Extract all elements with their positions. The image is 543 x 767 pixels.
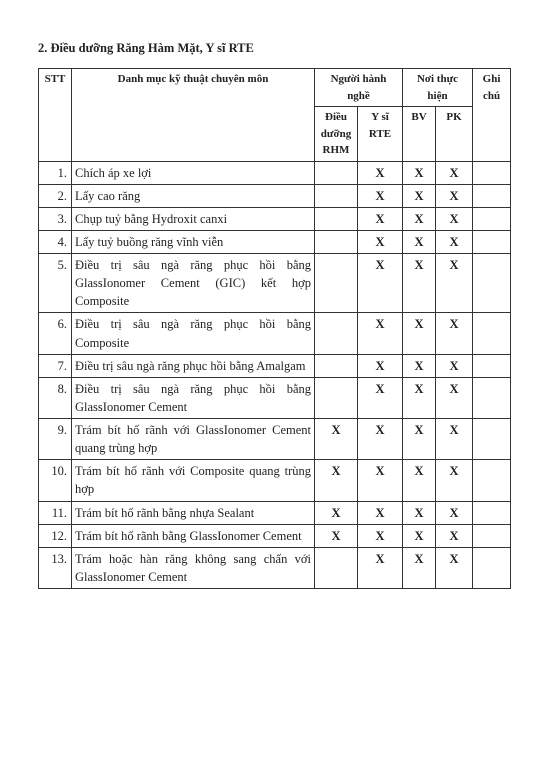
row-number: 4. (39, 230, 72, 253)
table-row (39, 230, 511, 253)
technique-name: Trám bít hố rãnh bằng GlassIonomer Cement (72, 524, 315, 547)
row-number: 8. (39, 377, 72, 418)
header-y-si-rte: Y sĩ RTE (358, 107, 403, 162)
header-ghi-chu: Ghi chú (473, 69, 511, 162)
technique-name: Điều trị sâu ngà răng phục hồi bằng GlassIonomer Cement (72, 377, 315, 418)
technique-name: Điều trị sâu ngà răng phục hồi bằng Amalgam (72, 354, 315, 377)
row-number: 2. (39, 184, 72, 207)
table-row (39, 184, 511, 207)
y-si-rte-cell: X (358, 524, 403, 547)
bv-cell: X (403, 254, 436, 313)
note-cell (473, 313, 511, 354)
dieu-duong-rhm-cell (315, 313, 358, 354)
note-cell (473, 419, 511, 460)
bv-cell: X (403, 524, 436, 547)
bv-cell: X (403, 161, 436, 184)
y-si-rte-cell: X (358, 547, 403, 588)
dieu-duong-rhm-cell: X (315, 460, 358, 501)
note-cell (473, 161, 511, 184)
bv-cell: X (403, 501, 436, 524)
bv-cell: X (403, 354, 436, 377)
y-si-rte-cell: X (358, 460, 403, 501)
note-cell (473, 547, 511, 588)
pk-cell: X (436, 184, 473, 207)
table-row (39, 313, 511, 354)
technique-name: Trám bít hố rãnh với Composite quang trùng hợp (72, 460, 315, 501)
dieu-duong-rhm-cell (315, 161, 358, 184)
y-si-rte-cell: X (358, 184, 403, 207)
bv-cell: X (403, 184, 436, 207)
row-number: 6. (39, 313, 72, 354)
dieu-duong-rhm-cell (315, 547, 358, 588)
row-number: 1. (39, 161, 72, 184)
table-row (39, 161, 511, 184)
dieu-duong-rhm-cell (315, 230, 358, 253)
y-si-rte-cell: X (358, 501, 403, 524)
y-si-rte-cell: X (358, 207, 403, 230)
section-title: 2. Điều dưỡng Răng Hàm Mặt, Y sĩ RTE (38, 41, 254, 55)
table-row (39, 207, 511, 230)
table-row (39, 254, 511, 313)
technique-name: Trám bít hố rãnh bằng nhựa Sealant (72, 501, 315, 524)
bv-cell: X (403, 230, 436, 253)
dieu-duong-rhm-cell (315, 254, 358, 313)
header-dieu-duong-rhm: Điều dưỡng RHM (315, 107, 358, 162)
dieu-duong-rhm-cell: X (315, 419, 358, 460)
row-number: 11. (39, 501, 72, 524)
table-row (39, 419, 511, 460)
dieu-duong-rhm-cell (315, 377, 358, 418)
header-pk: PK (436, 107, 473, 162)
table-row (39, 524, 511, 547)
y-si-rte-cell: X (358, 377, 403, 418)
pk-cell: X (436, 377, 473, 418)
bv-cell: X (403, 547, 436, 588)
note-cell (473, 207, 511, 230)
note-cell (473, 354, 511, 377)
pk-cell: X (436, 524, 473, 547)
note-cell (473, 184, 511, 207)
table-row (39, 501, 511, 524)
row-number: 13. (39, 547, 72, 588)
pk-cell: X (436, 419, 473, 460)
pk-cell: X (436, 501, 473, 524)
technique-table (38, 68, 511, 589)
bv-cell: X (403, 377, 436, 418)
dieu-duong-rhm-cell: X (315, 524, 358, 547)
pk-cell: X (436, 313, 473, 354)
note-cell (473, 254, 511, 313)
note-cell (473, 230, 511, 253)
bv-cell: X (403, 460, 436, 501)
table-body (39, 161, 511, 589)
technique-name: Điều trị sâu ngà răng phục hồi bằng GlassIonomer Cement (GIC) kết hợp Composite (72, 254, 315, 313)
pk-cell: X (436, 207, 473, 230)
header-bv: BV (403, 107, 436, 162)
y-si-rte-cell: X (358, 354, 403, 377)
y-si-rte-cell: X (358, 230, 403, 253)
header-noi-thuc-hien: Nơi thực hiện (403, 69, 473, 107)
pk-cell: X (436, 254, 473, 313)
dieu-duong-rhm-cell (315, 184, 358, 207)
row-number: 12. (39, 524, 72, 547)
table-row (39, 354, 511, 377)
row-number: 10. (39, 460, 72, 501)
note-cell (473, 501, 511, 524)
pk-cell: X (436, 354, 473, 377)
bv-cell: X (403, 419, 436, 460)
row-number: 5. (39, 254, 72, 313)
technique-name: Trám hoặc hàn răng không sang chấn với GlassIonomer Cement (72, 547, 315, 588)
technique-name: Điều trị sâu ngà răng phục hồi bằng Composite (72, 313, 315, 354)
technique-name: Trám bít hố rãnh với GlassIonomer Cement quang trùng hợp (72, 419, 315, 460)
technique-name: Lấy tuỷ buồng răng vĩnh viễn (72, 230, 315, 253)
dieu-duong-rhm-cell (315, 207, 358, 230)
note-cell (473, 524, 511, 547)
dieu-duong-rhm-cell (315, 354, 358, 377)
pk-cell: X (436, 547, 473, 588)
y-si-rte-cell: X (358, 419, 403, 460)
table-row (39, 377, 511, 418)
header-row-1 (39, 69, 511, 107)
header-nguoi-hanh-nghe: Người hành nghề (315, 69, 403, 107)
technique-name: Lấy cao răng (72, 184, 315, 207)
pk-cell: X (436, 460, 473, 501)
table-row (39, 460, 511, 501)
pk-cell: X (436, 161, 473, 184)
y-si-rte-cell: X (358, 313, 403, 354)
bv-cell: X (403, 313, 436, 354)
technique-name: Chụp tuỷ bằng Hydroxit canxi (72, 207, 315, 230)
row-number: 3. (39, 207, 72, 230)
y-si-rte-cell: X (358, 161, 403, 184)
dieu-duong-rhm-cell: X (315, 501, 358, 524)
bv-cell: X (403, 207, 436, 230)
table-row (39, 547, 511, 588)
note-cell (473, 460, 511, 501)
y-si-rte-cell: X (358, 254, 403, 313)
pk-cell: X (436, 230, 473, 253)
technique-name: Chích áp xe lợi (72, 161, 315, 184)
row-number: 7. (39, 354, 72, 377)
note-cell (473, 377, 511, 418)
header-danh-muc: Danh mục kỹ thuật chuyên môn (72, 69, 315, 162)
header-stt: STT (39, 69, 72, 162)
row-number: 9. (39, 419, 72, 460)
